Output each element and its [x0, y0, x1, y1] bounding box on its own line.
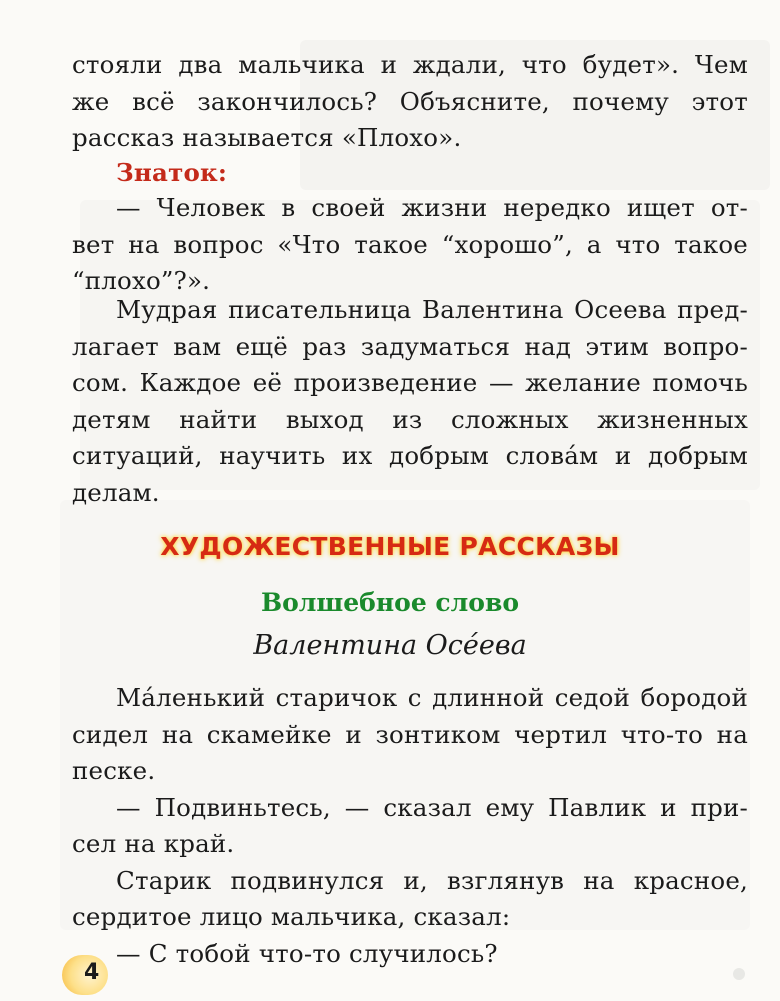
story-text — [72, 680, 748, 972]
text-line: сидел на скамейке и зонтиком чертил что-то на — [72, 719, 748, 749]
expert-label: Знаток: — [116, 158, 228, 187]
text-line: вет на вопрос «Что такое “хорошо”, а что такое — [72, 229, 748, 259]
paragraph-intro — [72, 47, 748, 157]
text-line: — Подвиньтесь, — сказал ему Павлик и при- — [116, 792, 748, 822]
corner-dot-icon — [733, 968, 745, 980]
text-line: детям найти выход из сложных жизненных — [72, 404, 748, 434]
text-line: сом. Каждое её произведение — желание помочь — [72, 368, 748, 397]
text-line: “плохо”?». — [72, 266, 211, 295]
paragraph-author-intro — [72, 292, 748, 511]
text-line: — Человек в своей жизни нередко ищет от- — [116, 193, 748, 222]
text-line: Мудрая писательница Валентина Осеева пред- — [116, 295, 748, 324]
text-line: сердитое лицо мальчика, сказал: — [72, 902, 511, 931]
story-title: Волшебное слово — [260, 588, 520, 617]
expert-label-row — [72, 155, 748, 192]
story-author: Валентина Осе́ева — [253, 630, 527, 661]
page-number: 4 — [84, 960, 100, 985]
text-line: лагает вам ещё раз задуматься над этим вопро- — [72, 331, 748, 361]
text-line: ситуаций, научить их добрым слова́м и добрым — [72, 441, 748, 470]
text-line: рассказ называется «Плохо». — [72, 123, 462, 152]
text-line: Ма́ленький старичок с длинной седой бородой — [116, 683, 748, 712]
text-line: Старик подвинулся и, взглянув на красное, — [116, 865, 748, 895]
text-line: же всё закончилось? Объясните, почему этот — [72, 86, 748, 116]
text-line: — С тобой что-то случилось? — [116, 938, 498, 968]
text-line: стояли два мальчика и ждали, что будет». Чем — [72, 50, 748, 79]
section-title: ХУДОЖЕСТВЕННЫЕ РАССКАЗЫ — [160, 532, 620, 561]
text-line: сел на край. — [72, 829, 235, 858]
text-line: песке. — [72, 756, 156, 785]
text-line: делам. — [72, 477, 160, 507]
paragraph-expert — [72, 190, 748, 300]
